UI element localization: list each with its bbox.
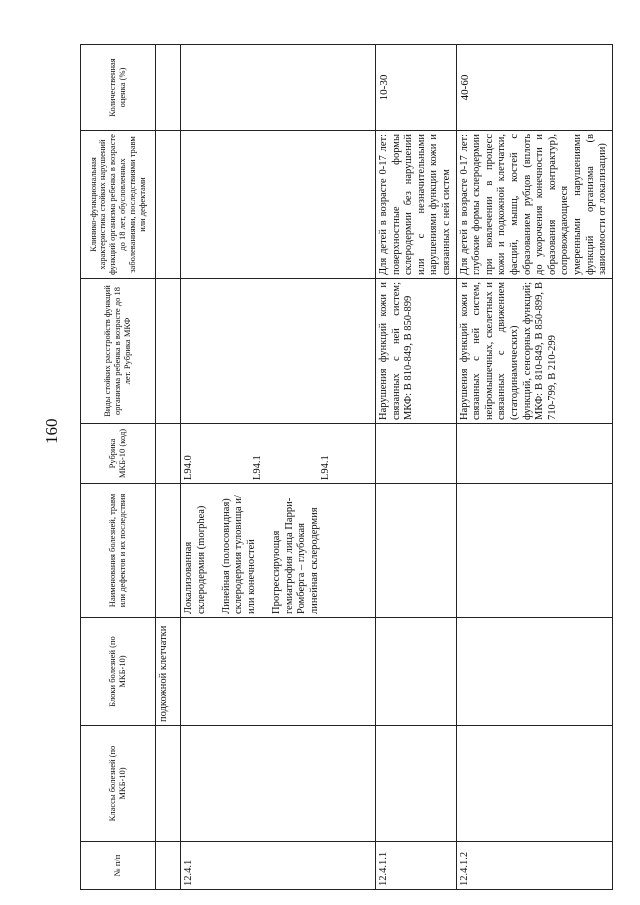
disability-criteria-table — [80, 44, 613, 890]
row-score: 10-30 — [376, 45, 457, 131]
table-row — [181, 45, 376, 890]
row-function-types: Нарушения функций кожи и связанных с ней систем; МКФ: B 810-849, B 850-899 — [376, 279, 457, 424]
row-num: 12.4.1.2 — [456, 842, 612, 890]
row-code: L94.1 — [251, 455, 263, 480]
row-class — [181, 726, 376, 842]
row-disease-name — [376, 484, 457, 618]
row-class — [376, 726, 457, 842]
row-disease-name — [456, 484, 612, 618]
header-clinical: Клинико-функциональная характеристика стойких нарушений функций организма ребенка в возрасте до 18 лет, обусловленных заболеваниями, последствиями травм или дефектами — [81, 131, 156, 279]
row-num: 12.4.1.1 — [376, 842, 457, 890]
row-score — [181, 45, 376, 131]
row-codes — [181, 424, 376, 484]
table-row — [456, 45, 612, 890]
header-score: Количественная оценка (%) — [81, 45, 156, 131]
header-block: Блоки болезней (по МКБ-10) — [81, 618, 156, 726]
header-types: Виды стойких расстройств функций организма ребенка в возрасте до 18 лет. Рубрика МКФ — [81, 279, 156, 424]
page-number: 160 — [42, 418, 61, 444]
row-disease-name: Локализованная склеродермия (morphea) Линейная (полосовидная) склеродермия туловища и/или конечностей Прогрессирующая гемиатрофия лица Парри-Ромберга – глубокая линейная склеродермия — [181, 484, 376, 618]
header-class: Классы болезней (по МКБ-10) — [81, 726, 156, 842]
table-header-row — [81, 45, 156, 890]
header-num: № п/п — [81, 842, 156, 890]
row-num: 12.4.1 — [181, 842, 376, 890]
row-class — [456, 726, 612, 842]
row-code: L94.0 — [183, 455, 194, 480]
row-clinical: Для детей в возрасте 0-17 лет: глубокие формы склеродермии при вовлечении в процесс кожи и подкожной клетчатки, фасций, мышц, костей с образованием рубцов (вплоть до укорочения конечности и образования контрактур), сопровождающиеся умеренными нарушениями функций организма (в зависимости от локализации) — [456, 131, 612, 279]
header-name: Наименования болезней, травм или дефектов и их последствия — [81, 484, 156, 618]
row-codes — [456, 424, 612, 484]
row-function-types — [181, 279, 376, 424]
row-codes — [376, 424, 457, 484]
document-sheet — [80, 45, 609, 890]
row-block — [456, 618, 612, 726]
header-code: Рубрика МКБ-10 (код) — [81, 424, 156, 484]
row-code: L94.1 — [320, 455, 332, 480]
row-block — [376, 618, 457, 726]
table-row — [376, 45, 457, 890]
row-score: 40-60 — [456, 45, 612, 131]
block-cell: подкожной клетчатки — [156, 618, 181, 726]
row-clinical: Для детей в возрасте 0-17 лет: поверхностные формы склеродермии без нарушений или с незначительными нарушениями функции кожи и связанных с ней систем — [376, 131, 457, 279]
row-clinical — [181, 131, 376, 279]
row-function-types: Нарушения функций кожи и связанных с ней систем, нейромышечных, скелетных и связанных с движением (статодинамических) функций, сенсорных функций; МКФ: B 810-849, B 850-899, B 710-799, B 210-299 — [456, 279, 612, 424]
row-block — [181, 618, 376, 726]
table-row-continuation — [156, 45, 181, 890]
